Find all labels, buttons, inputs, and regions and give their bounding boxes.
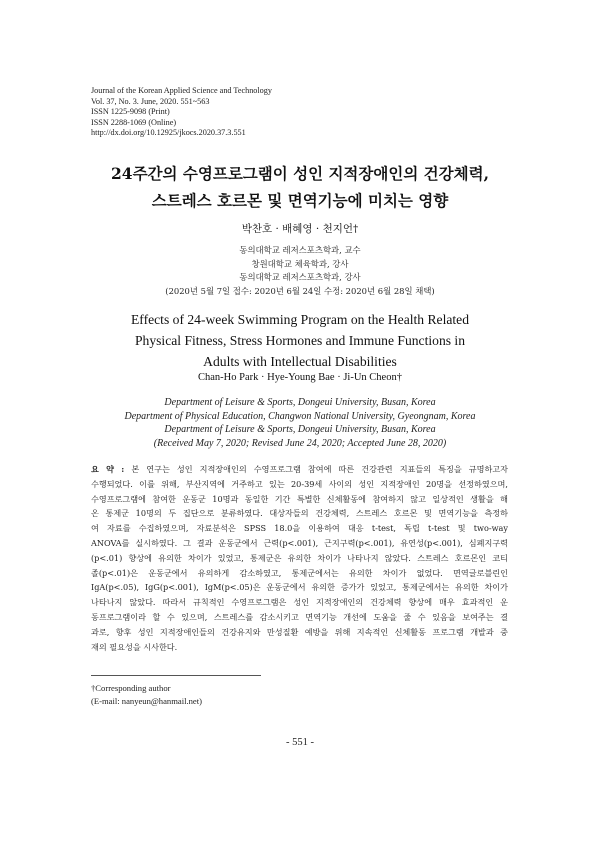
english-authors: Chan-Ho Park · Hye-Young Bae · Ji-Un Cheon† <box>198 372 402 383</box>
footnote <box>91 682 202 707</box>
abstract-line: 재의 필요성을 시사한다. <box>91 641 178 652</box>
abstract-line: 동프로그램이라 할 수 있으며, 스트레스를 감소시키고 면역기능 개선에 도움을 줄 수 있음을 보여주는 결 <box>91 611 508 622</box>
journal-issn-print: ISSN 1225-9098 (Print) <box>91 107 170 117</box>
korean-title-line: 스트레스 호르몬 및 면역기능에 미치는 영향 <box>151 191 449 210</box>
footnote-divider <box>91 675 261 676</box>
abstract-line: 나타나지 않았다. 따라서 규칙적인 수영프로그램은 성인 지적장애인의 건강체력 향상에 매우 효과적인 운 <box>91 597 508 608</box>
abstract-line: 수영프로그램에 참여한 운동군 10명과 동일한 기간 특별한 신체활동에 참여하지 않고 일상적인 생활을 해 <box>91 493 508 504</box>
english-affiliations <box>40 396 560 451</box>
korean-affiliations <box>40 244 560 298</box>
abstract-line <box>91 462 508 477</box>
abstract-lead: 요 약 : <box>91 464 125 474</box>
korean-affiliation: 동의대학교 레저스포츠학과, 교수 <box>239 245 361 255</box>
korean-affiliation: 동의대학교 레저스포츠학과, 강사 <box>239 272 361 283</box>
abstract-line: ANOVA를 실시하였다. 그 결과 운동군에서 근력(p<.001), 근지구력(p<.001), 유연성(p<.001), 심폐지구력 <box>91 537 508 548</box>
journal-issn-online: ISSN 2288-1069 (Online) <box>91 117 177 127</box>
english-title-line: Effects of 24-week Swimming Program on the Health Related <box>131 312 469 327</box>
english-affiliation: Department of Leisure & Sports, Dongeui University, Busan, Korea <box>164 397 436 408</box>
english-title-line: Adults with Intellectual Disabilities <box>203 354 397 369</box>
journal-info <box>91 86 272 139</box>
abstract-line: 여 자료를 수집하였으며, 자료분석은 SPSS 18.0을 이용하여 대응 t-test, 독립 t-test 및 two-way <box>91 523 508 534</box>
abstract-line: 졸(p<.01)은 운동군에서 유의하게 감소하였고, 통제군에서는 유의한 차이가 없었다. 면역글로블린인 <box>91 567 508 578</box>
abstract-line: 수행되었다. 이를 위해, 부산지역에 거주하고 있는 20-39세 사이의 성인 지적장애인 20명을 선정하였으며, <box>91 478 508 489</box>
english-title-line: Physical Fitness, Stress Hormones and Immune Functions in <box>134 333 465 348</box>
abstract-line: (p<.01) 향상에 유의한 차이가 있었고, 통제군은 유의한 차이가 나타나지 않았다. 스트레스 호르몬인 코티 <box>91 552 508 563</box>
abstract-line: 온 통제군 10명의 두 집단으로 분류하였다. 대상자들의 건강체력, 스트레스 호르몬 및 면역기능을 측정하 <box>91 508 508 519</box>
english-affiliation: Department of Physical Education, Changwon National University, Gyeongnam, Korea <box>124 410 476 422</box>
english-affiliation: Department of Leisure & Sports, Dongeui University, Busan, Korea <box>164 424 436 436</box>
journal-doi: http://dx.doi.org/10.12925/jkocs.2020.37.3.551 <box>91 128 246 138</box>
page-number: - 551 - <box>286 737 314 748</box>
korean-affiliation: 창원대학교 체육학과, 강사 <box>251 258 349 269</box>
korean-title-line: 24주간의 수영프로그램이 성인 지적장애인의 건강체력, <box>111 164 489 183</box>
korean-authors: 박찬호 · 배혜영 · 천지언† <box>241 223 359 235</box>
corresponding-email: (E-mail: nanyeun@hanmail.net) <box>91 695 203 706</box>
abstract-text: 본 연구는 성인 지적장애인의 수영프로그램 참여에 따른 건강관련 지표들의 특징을 규명하고자 <box>124 464 508 474</box>
korean-title <box>40 160 560 214</box>
abstract-line: 과로, 향후 성인 지적장애인들의 건강유지와 만성질환 예방을 위해 지속적인 신체활동 프로그램 개발과 중 <box>91 626 508 637</box>
korean-dates: (2020년 5월 7일 접수: 2020년 6월 24일 수정: 2020년 6월 28일 채택) <box>165 285 435 296</box>
journal-volume: Vol. 37, No. 3. June, 2020. 551~563 <box>91 96 210 106</box>
abstract <box>91 462 508 654</box>
journal-name: Journal of the Korean Applied Science and Technology <box>91 86 272 95</box>
english-title <box>40 309 560 372</box>
abstract-line: IgA(p<.05), IgG(p<.001), IgM(p<.05)은 운동군에서 유의한 증가가 있었고, 통제군에서는 유의한 차이가 <box>91 582 508 593</box>
corresponding-author-note: †Corresponding author <box>91 683 171 693</box>
english-dates: (Received May 7, 2020; Revised June 24, 2020; Accepted June 28, 2020) <box>153 438 447 450</box>
